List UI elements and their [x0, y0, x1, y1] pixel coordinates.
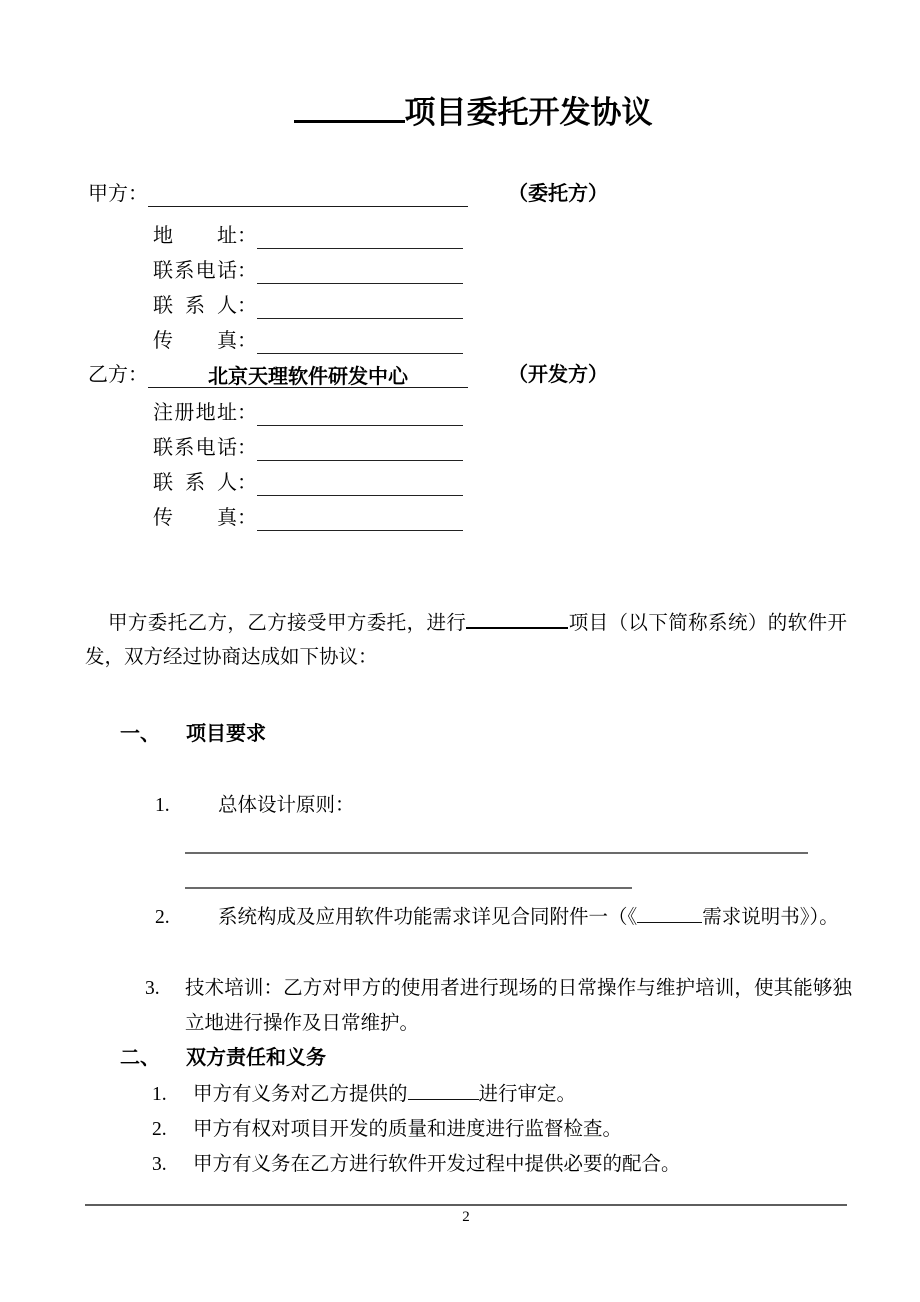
item-text-after: 进行审定。	[478, 1084, 577, 1105]
item-text: 总体设计原则：	[218, 795, 355, 816]
field-label: 传真	[153, 330, 237, 352]
party-b-label: 乙方：	[88, 364, 148, 386]
party-b-contact-row	[153, 470, 463, 496]
field-colon: ：	[237, 472, 257, 494]
title-blank-line	[294, 90, 405, 123]
party-a-label: 甲方：	[88, 183, 148, 205]
field-colon: ：	[237, 507, 257, 529]
field-blank-line	[257, 474, 463, 496]
section-1-item-1	[155, 793, 355, 819]
party-a-address-row	[153, 223, 463, 249]
section-2-heading	[120, 1045, 326, 1071]
field-blank-line	[257, 297, 463, 319]
document-title-text: 项目委托开发协议	[404, 95, 653, 130]
party-b-row	[88, 362, 608, 388]
party-a-row	[88, 181, 608, 207]
section-1-number: 一、	[120, 723, 160, 745]
item-text-before: 系统构成及应用软件功能需求详见合同附件一（《	[218, 907, 638, 928]
party-b-fax-row	[153, 505, 463, 531]
section-2-item-2	[152, 1117, 622, 1143]
field-colon: ：	[237, 402, 257, 424]
section-1-item-3	[110, 971, 852, 1041]
item-text: 技术培训：乙方对甲方的使用者进行现场的日常操作与维护培训，使其能够独立地进行操作及日常维护。	[185, 978, 852, 1034]
party-a-contact-row	[153, 293, 463, 319]
item-text-after: 需求说明书》）。	[702, 907, 839, 928]
field-label: 传真	[153, 507, 237, 529]
item-number: 2.	[152, 1119, 167, 1140]
footer-divider	[85, 1204, 847, 1206]
section-1-title: 项目要求	[186, 723, 266, 745]
party-b-name-blank	[148, 364, 468, 388]
deliverable-blank	[408, 1082, 479, 1100]
section-2-title: 双方责任和义务	[186, 1047, 326, 1069]
party-b-phone-row	[153, 435, 463, 461]
field-blank-line	[257, 439, 463, 461]
field-blank-line	[257, 262, 463, 284]
field-colon: ：	[237, 260, 257, 282]
field-label: 地址	[153, 225, 237, 247]
party-a-phone-row	[153, 258, 463, 284]
fill-in-line	[185, 833, 808, 854]
intro-text-after: 项目（以下简称系统）的软件开发，双方经过协商达成如下协议：	[85, 613, 847, 668]
attachment-name-blank	[637, 905, 702, 923]
section-2-item-1	[152, 1082, 576, 1108]
field-colon: ：	[237, 225, 257, 247]
section-1-heading	[120, 721, 266, 747]
party-b-reg-address-row	[153, 400, 463, 426]
intro-paragraph	[85, 607, 847, 675]
field-label: 联系电话	[153, 260, 237, 282]
page-number: 2	[462, 1209, 470, 1225]
field-blank-line	[257, 509, 463, 531]
document-title	[0, 90, 920, 133]
item-number: 1.	[155, 795, 170, 816]
field-label: 联系人	[153, 295, 237, 317]
field-label: 联系电话	[153, 437, 237, 459]
item-number: 2.	[155, 907, 170, 928]
party-a-fax-row	[153, 328, 463, 354]
item-text: 甲方有权对项目开发的质量和进度进行监督检查。	[193, 1119, 623, 1140]
item-number: 3.	[152, 1154, 167, 1175]
field-label: 注册地址	[153, 402, 237, 424]
section-2-item-3	[152, 1152, 681, 1178]
section-1-item-2	[155, 905, 839, 931]
field-label: 联系人	[153, 472, 237, 494]
item-number: 3.	[145, 978, 160, 999]
fill-in-line	[185, 868, 632, 889]
party-b-name: 北京天理软件研发中心	[208, 366, 408, 388]
field-blank-line	[257, 404, 463, 426]
item-text-before: 甲方有义务对乙方提供的	[193, 1084, 408, 1105]
party-b-role: （开发方）	[508, 364, 608, 386]
party-a-role: （委托方）	[508, 183, 608, 205]
field-colon: ：	[237, 295, 257, 317]
item-text: 甲方有义务在乙方进行软件开发过程中提供必要的配合。	[193, 1154, 681, 1175]
field-colon: ：	[237, 330, 257, 352]
field-blank-line	[257, 332, 463, 354]
party-a-name-blank	[148, 183, 468, 207]
item-number: 1.	[152, 1084, 167, 1105]
field-blank-line	[257, 227, 463, 249]
intro-text-before: 甲方委托乙方，乙方接受甲方委托，进行	[108, 613, 467, 634]
section-2-number: 二、	[120, 1047, 160, 1069]
field-colon: ：	[237, 437, 257, 459]
project-name-blank	[466, 609, 568, 629]
